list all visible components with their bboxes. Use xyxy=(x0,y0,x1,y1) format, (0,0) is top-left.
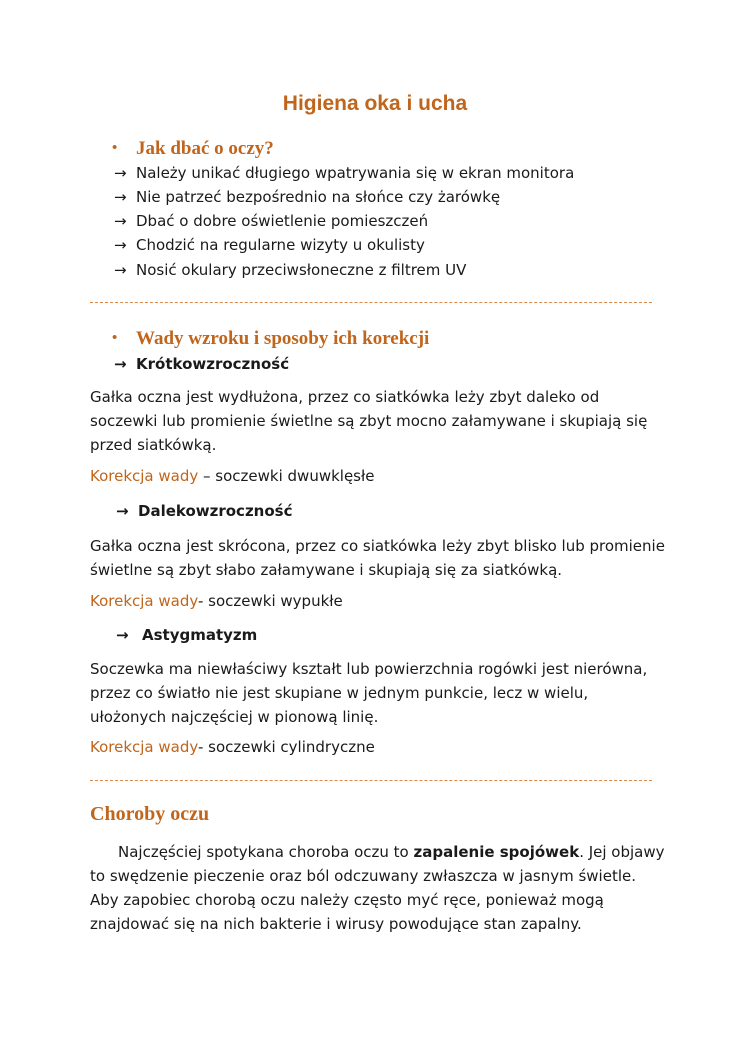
list-item xyxy=(114,188,500,206)
arrow-right-icon: → xyxy=(114,188,127,206)
defect-correction xyxy=(90,738,375,756)
section-divider xyxy=(90,780,652,781)
defect-name xyxy=(114,355,289,373)
list-item-text: Chodzić na regularne wizyty u okulisty xyxy=(136,236,425,254)
diseases-text-end: . Jej objawy to swędzenie pieczenie oraz ból odczuwany zwłaszcza w jasnym świetle. Aby zapobiec chorobą oczu należy często myć ręce, ponieważ mogą znajdować się na nich bakterie i wirusy powodujące stan zapalny. xyxy=(90,843,665,933)
list-item-text: Dbać o dobre oświetlenie pomieszczeń xyxy=(136,212,429,230)
defect-description: Gałka oczna jest wydłużona, przez co siatkówka leży zbyt daleko od soczewki lub promienie świetlne są zbyt mocno załamywane i skupiają się przed siatkówką. xyxy=(90,388,648,454)
defect-name xyxy=(116,626,257,644)
defect-correction xyxy=(90,592,343,610)
list-item xyxy=(114,261,466,279)
defect-description: Soczewka ma niewłaściwy kształt lub powierzchnia rogówki jest nierówna, przez co światło nie jest skupiane w jednym punkcie, lecz w wielu, ułożonych najczęściej w pionową linię. xyxy=(90,660,648,726)
defect-name-text: Astygmatyzm xyxy=(142,626,258,644)
arrow-right-icon: → xyxy=(114,164,127,182)
defect-correction xyxy=(90,467,375,485)
defect-name-text: Dalekowzroczność xyxy=(138,502,293,520)
diseases-highlight: zapalenie spojówek xyxy=(413,843,580,861)
arrow-right-icon: → xyxy=(114,212,127,230)
arrow-right-icon: → xyxy=(114,261,127,279)
list-item xyxy=(114,212,428,230)
list-item-text: Należy unikać długiego wpatrywania się w ekran monitora xyxy=(136,164,575,182)
defect-description: Gałka oczna jest skrócona, przez co siatkówka leży zbyt blisko lub promienie świetlne są zbyt słabo załamywane i skupiają się za siatkówką. xyxy=(90,537,665,579)
arrow-right-icon: → xyxy=(114,236,127,254)
arrow-right-icon: → xyxy=(116,502,129,520)
correction-label: Korekcja wady xyxy=(90,738,198,756)
defect-name-text: Krótkowzroczność xyxy=(136,355,290,373)
list-item xyxy=(114,164,574,182)
correction-text: - soczewki cylindryczne xyxy=(198,738,375,756)
arrow-right-icon: → xyxy=(114,355,127,373)
heading-text: Jak dbać o oczy? xyxy=(136,138,274,159)
heading-text: Wady wzroku i sposoby ich korekcji xyxy=(136,328,430,349)
section-heading-eye-care xyxy=(112,138,274,160)
diseases-text-start: Najczęściej spotykana choroba oczu to xyxy=(118,843,414,861)
bullet-icon: • xyxy=(112,330,118,346)
arrow-right-icon: → xyxy=(116,626,129,644)
list-item-text: Nosić okulary przeciwsłoneczne z filtrem UV xyxy=(136,261,467,279)
correction-label: Korekcja wady xyxy=(90,467,199,485)
section-heading-eye-diseases: Choroby oczu xyxy=(90,803,210,825)
section-heading-vision-defects xyxy=(112,328,429,350)
diseases-paragraph xyxy=(90,840,665,936)
correction-label: Korekcja wady xyxy=(90,592,198,610)
correction-text: – soczewki dwuwklęsłe xyxy=(198,467,375,485)
list-item xyxy=(114,236,425,254)
correction-text: - soczewki wypukłe xyxy=(198,592,343,610)
section-divider xyxy=(90,302,652,303)
bullet-icon: • xyxy=(112,140,118,156)
list-item-text: Nie patrzeć bezpośrednio na słońce czy żarówkę xyxy=(136,188,501,206)
defect-name xyxy=(116,502,292,520)
page-title: Higiena oka i ucha xyxy=(282,92,468,115)
